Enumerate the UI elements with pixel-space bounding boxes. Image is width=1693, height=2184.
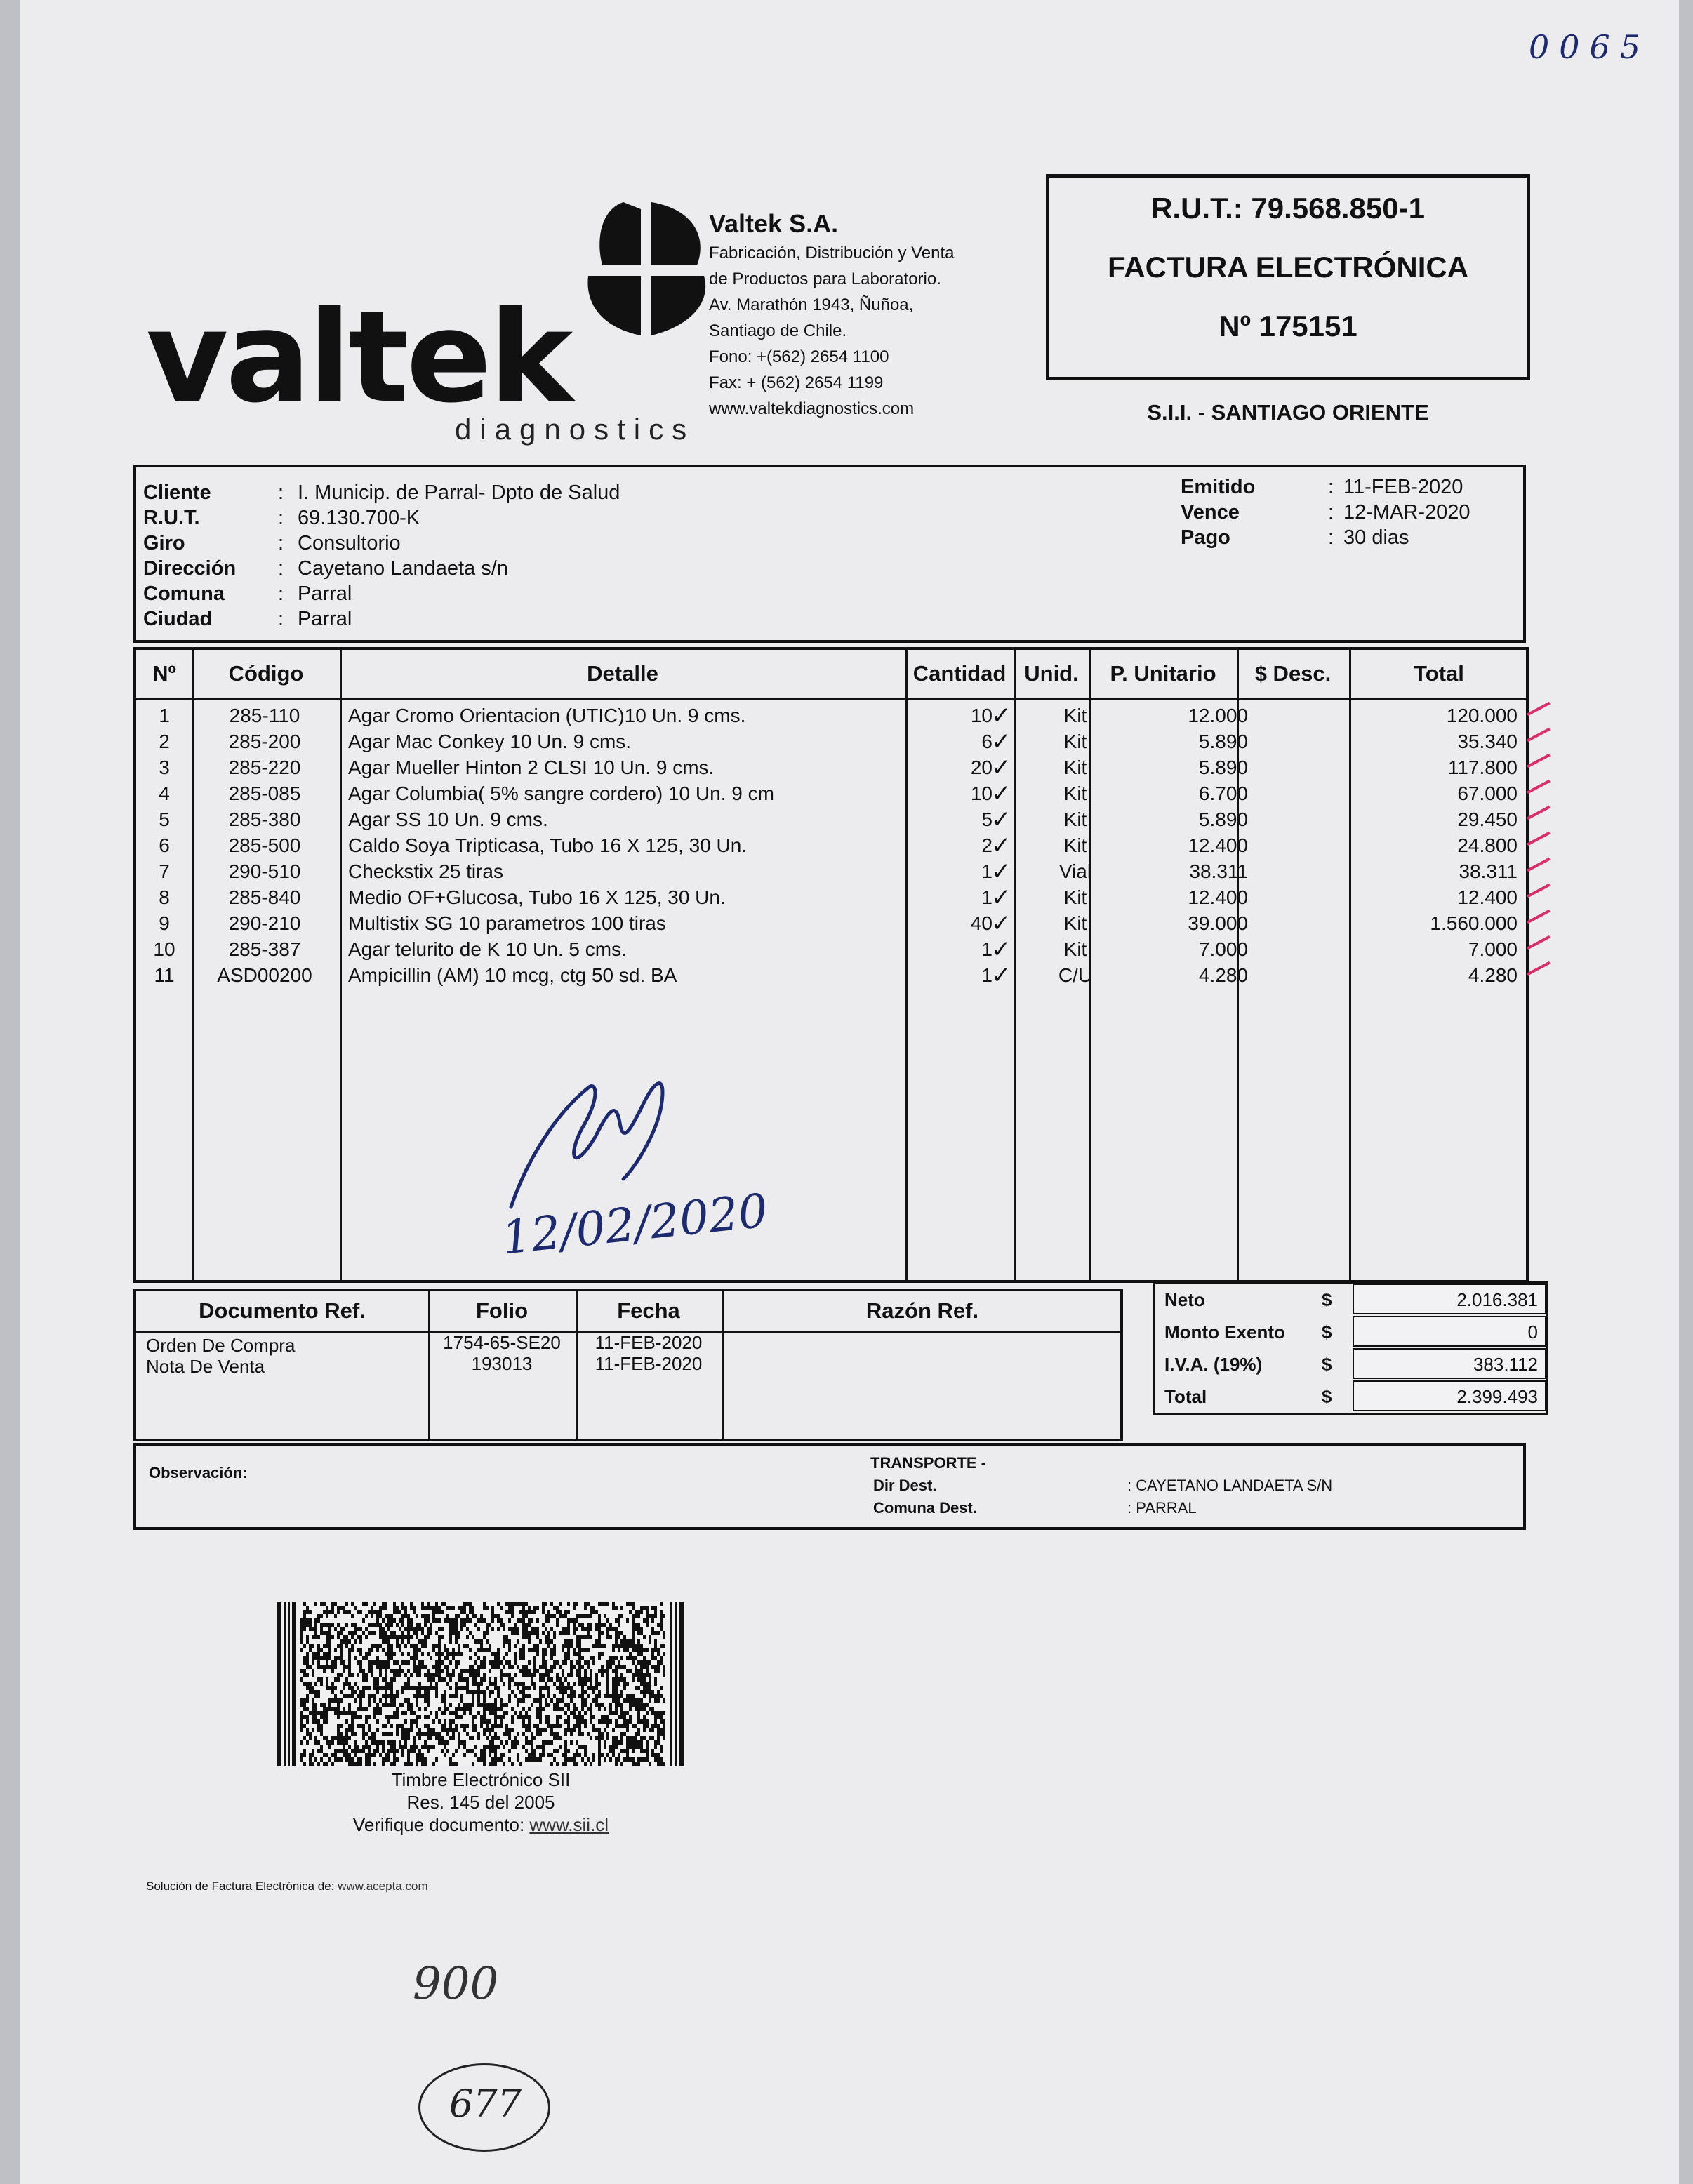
checkmark-icon: ✓: [991, 780, 1011, 808]
cell-detalle: Agar Cromo Orientacion (UTIC)10 Un. 9 cms.: [348, 705, 746, 726]
table-row: [136, 754, 1526, 782]
cell-detalle: Checkstix 25 tiras: [348, 860, 503, 882]
document-number: Nº 175151: [1219, 309, 1357, 342]
cell-p-unitario: 12.400: [1188, 834, 1248, 856]
cell-cantidad: 1: [981, 860, 992, 882]
field-value: Cayetano Landaeta s/n: [298, 557, 508, 580]
cell-n: 1: [159, 705, 170, 726]
col-header-p-unitario: P. Unitario: [1110, 661, 1216, 686]
cell-codigo: 285-085: [228, 783, 301, 804]
cell-total: 38.311: [1459, 860, 1518, 882]
field-value: 69.130.700-K: [298, 507, 420, 529]
ref-fecha: 11-FEB-2020: [595, 1332, 703, 1353]
cell-p-unitario: 7.000: [1198, 938, 1248, 960]
ref-fecha: 11-FEB-2020: [595, 1353, 703, 1374]
cell-cantidad: 5: [981, 808, 992, 830]
cell-cantidad: 2: [981, 834, 992, 856]
totals-box: [1153, 1281, 1548, 1415]
checkmark-icon: ✓: [991, 754, 1011, 782]
ref-folio: 193013: [471, 1353, 533, 1374]
company-line: Fabricación, Distribución y Venta: [709, 244, 955, 262]
field-label: Dirección: [143, 557, 237, 580]
date-label: Vence: [1181, 501, 1240, 524]
table-row: [136, 808, 1526, 834]
timbre-line: Res. 145 del 2005: [406, 1792, 555, 1813]
cell-cantidad: 10: [970, 783, 992, 804]
totals-value: 2.399.493: [1353, 1380, 1546, 1411]
ref-header-fecha: Fecha: [617, 1298, 680, 1323]
cell-cantidad: 1: [981, 886, 992, 908]
col-header-codigo: Código: [228, 661, 304, 686]
cell-cantidad: 40: [970, 912, 992, 934]
cell-codigo: 290-510: [228, 860, 301, 882]
cell-unid: Kit: [1063, 731, 1087, 752]
checkmark-icon: ✓: [991, 728, 1011, 756]
rut-box: [1046, 174, 1530, 380]
cell-p-unitario: 38.311: [1189, 860, 1248, 882]
cell-p-unitario: 12.400: [1188, 886, 1248, 908]
field-label: Comuna: [143, 582, 225, 605]
ref-doc: Nota De Venta: [146, 1356, 265, 1377]
valtek-logo-mark-icon: [574, 195, 722, 342]
cell-unid: Kit: [1063, 886, 1087, 908]
cell-n: 11: [154, 964, 175, 986]
ref-header-razon: Razón Ref.: [865, 1298, 979, 1323]
company-line: de Productos para Laboratorio.: [709, 269, 941, 288]
cell-codigo: 285-500: [228, 834, 301, 856]
col-header-detalle: Detalle: [587, 661, 658, 686]
cell-codigo: 285-110: [229, 705, 300, 726]
handwritten-date: 12/02/2020: [499, 1183, 771, 1265]
table-row: [136, 961, 1526, 990]
pink-tick-icon: [1527, 910, 1551, 924]
company-line: Fono: +(562) 2654 1100: [709, 347, 889, 366]
cell-p-unitario: 4.280: [1198, 964, 1248, 986]
client-box: Cliente : I. Municip. de Parral- Dpto de Salud R.U.T. : 69.130.700-K Giro : Consultorio Dirección : Cayetano Landaeta s/n Comuna : Parral Ciudad : Parral Emitido : 11-FEB-2020 Vence : 12-MAR-2020 Pago : 30 dias: [133, 465, 1526, 643]
ref-header-folio: Folio: [475, 1298, 529, 1323]
totals-value: 383.112: [1353, 1348, 1546, 1379]
cell-n: 2: [159, 731, 170, 752]
cell-codigo: 285-380: [228, 808, 301, 830]
dir-dest-label: Dir Dest.: [873, 1477, 937, 1494]
totals-value: 2.016.381: [1353, 1284, 1546, 1314]
checkmark-icon: ✓: [991, 935, 1011, 964]
table-row: [136, 702, 1526, 730]
cell-p-unitario: 12.000: [1188, 705, 1248, 726]
cell-total: 67.000: [1457, 783, 1518, 804]
col-header-desc: $ Desc.: [1254, 661, 1332, 686]
checkmark-icon: ✓: [991, 858, 1011, 886]
col-header-n: Nº: [152, 661, 176, 686]
cell-cantidad: 6: [981, 731, 992, 752]
checkmark-icon: ✓: [991, 961, 1011, 990]
cell-unid: Kit: [1063, 834, 1087, 856]
field-value: Consultorio: [298, 532, 401, 554]
cell-detalle: Multistix SG 10 parametros 100 tiras: [348, 912, 666, 934]
invoice-page: [20, 0, 1679, 2184]
cell-unid: C/U: [1058, 964, 1093, 986]
cell-detalle: Agar Columbia( 5% sangre cordero) 10 Un. 9 cm: [348, 783, 774, 804]
totals-row: Total $ 2.399.493: [1155, 1380, 1546, 1413]
timbre-line: Verifique documento: www.sii.cl: [352, 1814, 609, 1835]
pink-tick-icon: [1527, 702, 1551, 716]
field-label: R.U.T.: [143, 507, 200, 529]
cell-total: 1.560.000: [1430, 912, 1518, 934]
cell-detalle: Caldo Soya Tripticasa, Tubo 16 X 125, 30 Un.: [348, 834, 748, 856]
logo-subtitle: diagnostics: [455, 413, 696, 446]
cell-unid: Kit: [1063, 938, 1087, 960]
cell-n: 5: [159, 808, 170, 830]
handwritten-note: 900: [413, 1958, 499, 2010]
observacion-box: [133, 1443, 1526, 1530]
cell-total: 12.400: [1457, 886, 1518, 908]
cell-n: 9: [159, 912, 170, 934]
cell-codigo: 285-840: [228, 886, 301, 908]
items-table: [133, 647, 1529, 1283]
totals-label: I.V.A. (19%): [1164, 1354, 1263, 1375]
cell-codigo: 285-220: [228, 757, 301, 778]
pink-tick-icon: [1527, 780, 1551, 794]
dir-dest-value: : CAYETANO LANDAETA S/N: [1127, 1477, 1333, 1494]
pink-tick-icon: [1527, 754, 1551, 768]
totals-row: I.V.A. (19%) $ 383.112: [1155, 1348, 1546, 1380]
field-value: I. Municip. de Parral- Dpto de Salud: [298, 481, 620, 504]
ref-folio: 1754-65-SE20: [443, 1332, 561, 1353]
cell-n: 4: [159, 783, 170, 804]
comuna-dest-value: : PARRAL: [1127, 1499, 1197, 1517]
cell-detalle: Ampicillin (AM) 10 mcg, ctg 50 sd. BA: [348, 964, 677, 986]
logo-word: valtek: [146, 284, 571, 431]
cell-total: 117.800: [1447, 757, 1518, 778]
pink-tick-icon: [1527, 884, 1551, 898]
cell-total: 35.340: [1457, 731, 1518, 752]
table-row: [136, 834, 1526, 860]
cell-n: 10: [153, 938, 175, 960]
handwritten-note: 677: [449, 2082, 522, 2126]
cell-codigo: ASD00200: [217, 964, 312, 986]
date-value: 12-MAR-2020: [1343, 501, 1470, 524]
totals-value: 0: [1353, 1316, 1546, 1347]
date-value: 11-FEB-2020: [1343, 476, 1463, 498]
cell-unid: Kit: [1063, 705, 1087, 726]
pink-tick-icon: [1527, 832, 1551, 846]
table-row: [136, 935, 1526, 964]
timbre-line: Timbre Electrónico SII: [391, 1769, 571, 1790]
totals-row: Monto Exento $ 0: [1155, 1316, 1546, 1348]
table-row: [136, 912, 1526, 938]
timbre-electronico: [277, 1769, 685, 1836]
cell-cantidad: 1: [981, 964, 992, 986]
checkmark-icon: ✓: [991, 832, 1011, 860]
pink-tick-icon: [1527, 728, 1551, 742]
cell-total: 29.450: [1457, 808, 1518, 830]
page-number: 0065: [1529, 28, 1651, 66]
checkmark-icon: ✓: [991, 806, 1011, 834]
solucion-footer: Solución de Factura Electrónica de: www.acepta.com: [146, 1879, 428, 1893]
cell-n: 7: [159, 860, 170, 882]
signature-icon: [497, 1060, 722, 1221]
comuna-dest-label: Comuna Dest.: [873, 1499, 977, 1517]
cell-cantidad: 10: [970, 705, 992, 726]
cell-total: 7.000: [1468, 938, 1518, 960]
table-row: [136, 860, 1526, 886]
company-line: www.valtekdiagnostics.com: [709, 399, 915, 418]
field-label: Cliente: [143, 481, 211, 504]
col-header-total: Total: [1414, 661, 1464, 686]
pink-tick-icon: [1527, 858, 1551, 872]
field-value: Parral: [298, 582, 352, 605]
cell-total: 24.800: [1457, 834, 1518, 856]
company-info: [709, 208, 955, 422]
sii-link[interactable]: www.sii.cl: [529, 1814, 609, 1835]
cell-unid: Vial: [1058, 860, 1092, 882]
totals-label: Total: [1164, 1386, 1207, 1407]
field-value: Parral: [298, 608, 352, 630]
cell-unid: Kit: [1063, 757, 1087, 778]
table-row: [136, 886, 1526, 912]
transporte-label: TRANSPORTE -: [870, 1454, 986, 1472]
cell-codigo: 285-200: [228, 731, 301, 752]
checkmark-icon: ✓: [991, 884, 1011, 912]
cell-p-unitario: 6.700: [1198, 783, 1248, 804]
cell-p-unitario: 5.890: [1198, 731, 1248, 752]
cell-p-unitario: 5.890: [1198, 757, 1248, 778]
col-header-unid: Unid.: [1024, 661, 1079, 686]
totals-label: Monto Exento: [1164, 1321, 1285, 1343]
cell-p-unitario: 39.000: [1188, 912, 1248, 934]
pdf417-barcode: [277, 1602, 685, 1766]
sii-office: S.I.I. - SANTIAGO ORIENTE: [1147, 400, 1429, 425]
pink-tick-icon: [1527, 935, 1551, 950]
reference-table: [133, 1289, 1123, 1441]
cell-total: 120.000: [1446, 705, 1518, 726]
document-type: FACTURA ELECTRÓNICA: [1107, 251, 1469, 284]
cell-detalle: Agar telurito de K 10 Un. 5 cms.: [348, 938, 627, 960]
cell-detalle: Agar Mueller Hinton 2 CLSI 10 Un. 9 cms.: [348, 757, 715, 778]
checkmark-icon: ✓: [991, 910, 1011, 938]
date-value: 30 dias: [1343, 526, 1409, 549]
cell-cantidad: 20: [970, 757, 992, 778]
checkmark-icon: ✓: [991, 702, 1011, 730]
field-label: Ciudad: [143, 608, 213, 630]
company-line: Santiago de Chile.: [709, 321, 847, 340]
ref-header-documento: Documento Ref.: [199, 1298, 366, 1323]
company-line: Fax: + (562) 2654 1199: [709, 373, 884, 392]
date-label: Pago: [1181, 526, 1230, 549]
cell-codigo: 285-387: [228, 938, 301, 960]
company-line: Av. Marathón 1943, Ñuñoa,: [709, 295, 914, 314]
cell-detalle: Medio OF+Glucosa, Tubo 16 X 125, 30 Un.: [348, 886, 726, 908]
pink-tick-icon: [1527, 961, 1551, 976]
table-row: [136, 728, 1526, 756]
issuer-rut: R.U.T.: 79.568.850-1: [1151, 192, 1425, 225]
cell-n: 3: [159, 757, 170, 778]
totals-row: Neto $ 2.016.381: [1155, 1284, 1546, 1316]
totals-label: Neto: [1164, 1289, 1205, 1310]
cell-unid: Kit: [1063, 808, 1087, 830]
pink-tick-icon: [1527, 806, 1551, 820]
cell-cantidad: 1: [981, 938, 992, 960]
cell-detalle: Agar Mac Conkey 10 Un. 9 cms.: [348, 731, 632, 752]
cell-p-unitario: 5.890: [1198, 808, 1248, 830]
cell-unid: Kit: [1063, 783, 1087, 804]
table-row: [136, 780, 1526, 808]
company-name: Valtek S.A.: [709, 209, 839, 238]
cell-detalle: Agar SS 10 Un. 9 cms.: [348, 808, 548, 830]
acepta-link[interactable]: www.acepta.com: [338, 1879, 428, 1893]
date-label: Emitido: [1181, 476, 1256, 498]
ref-doc: Orden De Compra: [146, 1335, 296, 1356]
observacion-label: Observación:: [149, 1464, 248, 1481]
field-label: Giro: [143, 532, 185, 554]
cell-unid: Kit: [1063, 912, 1087, 934]
cell-n: 6: [159, 834, 170, 856]
cell-codigo: 290-210: [228, 912, 301, 934]
col-header-cantidad: Cantidad: [912, 661, 1007, 686]
cell-n: 8: [159, 886, 170, 908]
cell-total: 4.280: [1468, 964, 1518, 986]
